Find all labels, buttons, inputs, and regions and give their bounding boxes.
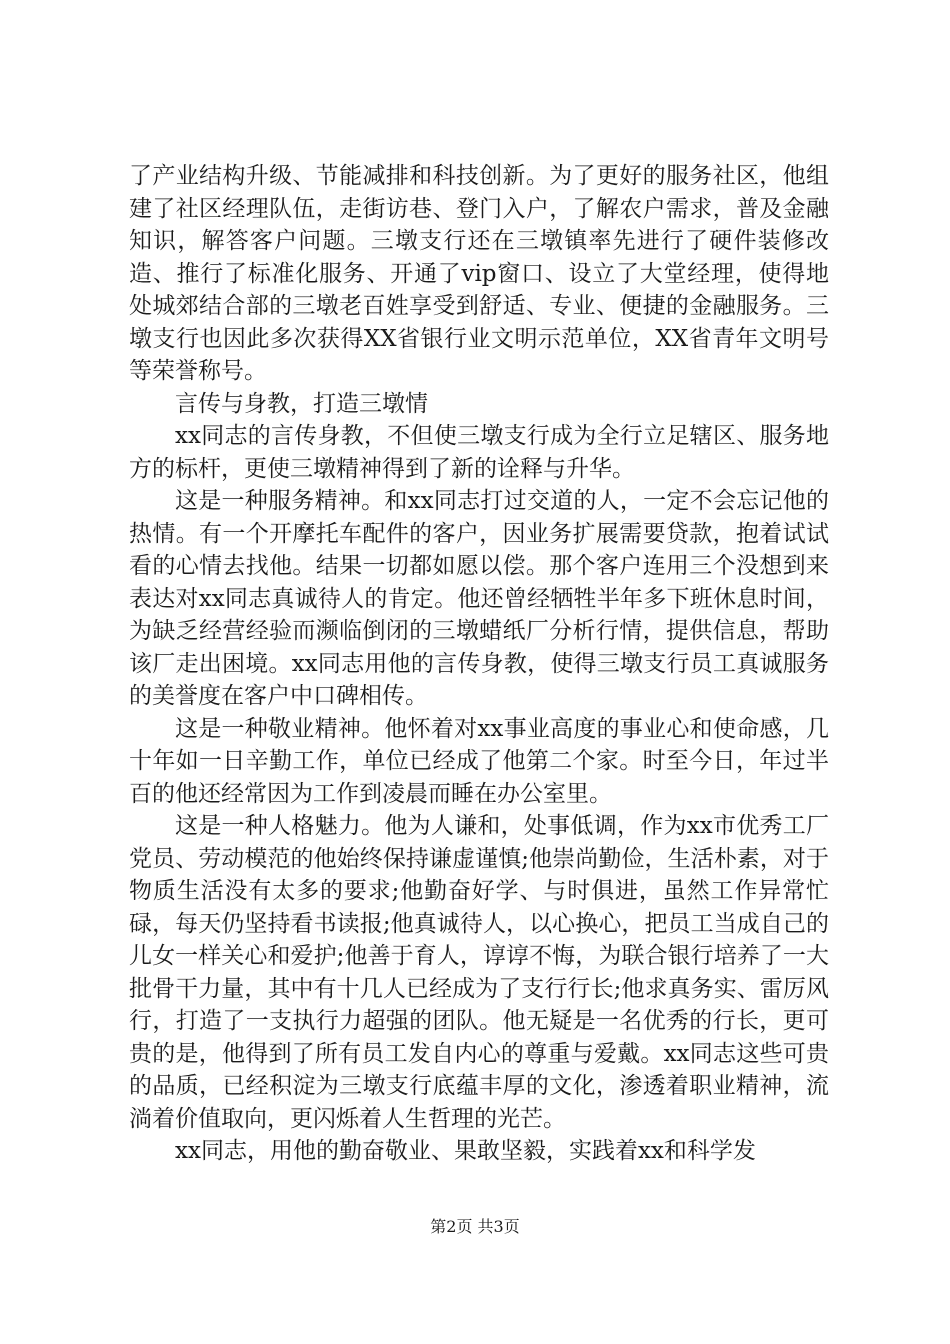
paragraph: xx同志，用他的勤奋敬业、果敢坚毅，实践着xx和科学发 — [175, 1138, 756, 1164]
paragraph: 这是一种服务精神。和xx同志打过交道的人，一定不会忘记他的热情。有一个开摩托车配件的客户，因业务扩展需要贷款，抱着试试看的心情去找他。结果一切都如愿以偿。那个客户连用三个没想到来表达对xx同志真诚待人的肯定。他还曾经牺牲半年多下班休息时间，为缺乏经营经验而濒临倒闭的三墩蜡纸厂分析行情，提供信息，帮助该厂走出困境。xx同志用他的言传身教，使得三墩支行员工真诚服务的美誉度在客户中口碑相传。 — [129, 488, 829, 709]
page-footer: 第2页 共3页 — [430, 1217, 520, 1236]
paragraph: 这是一种人格魅力。他为人谦和，处事低调，作为xx市优秀工厂党员、劳动模范的他始终保持谦虚谨慎;他崇尚勤俭，生活朴素，对于物质生活没有太多的要求;他勤奋好学、与时俱进，虽然工作异常忙碌，每天仍坚持看书读报;他真诚待人，以心换心，把员工当成自己的儿女一样关心和爱护;他善于育人，谆谆不悔，为联合银行培养了一大批骨干力量，其中有十几人已经成为了支行行长;他求真务实、雷厉风行，打造了一支执行力超强的团队。他无疑是一名优秀的行长，更可贵的是，他得到了所有员工发自内心的尊重与爱戴。xx同志这些可贵的品质，已经积淀为三墩支行底蕴丰厚的文化，渗透着职业精神，流淌着价值取向，更闪烁着人生哲理的光芒。 — [129, 813, 829, 1132]
paragraph: 这是一种敬业精神。他怀着对xx事业高度的事业心和使命感，几十年如一日辛勤工作，单位已经成了他第二个家。时至今日，年过半百的他还经常因为工作到凌晨而睡在办公室里。 — [129, 715, 829, 807]
paragraph-continuation: 了产业结构升级、节能减排和科技创新。为了更好的服务社区，他组建了社区经理队伍，走街访巷、登门入户，了解农户需求，普及金融知识，解答客户问题。三墩支行还在三墩镇率先进行了硬件装修改造、推行了标准化服务、开通了vip窗口、设立了大堂经理，使得地处城郊结合部的三墩老百姓享受到舒适、专业、便捷的金融服务。三墩支行也因此多次获得XX省银行业文明示范单位，XX省青年文明号等荣誉称号。 — [129, 163, 829, 384]
document-body — [129, 160, 829, 1168]
section-heading: 言传与身教，打造三墩情 — [175, 390, 428, 417]
paragraph: xx同志的言传身教，不但使三墩支行成为全行立足辖区、服务地方的标杆，更使三墩精神得到了新的诠释与升华。 — [129, 423, 829, 482]
